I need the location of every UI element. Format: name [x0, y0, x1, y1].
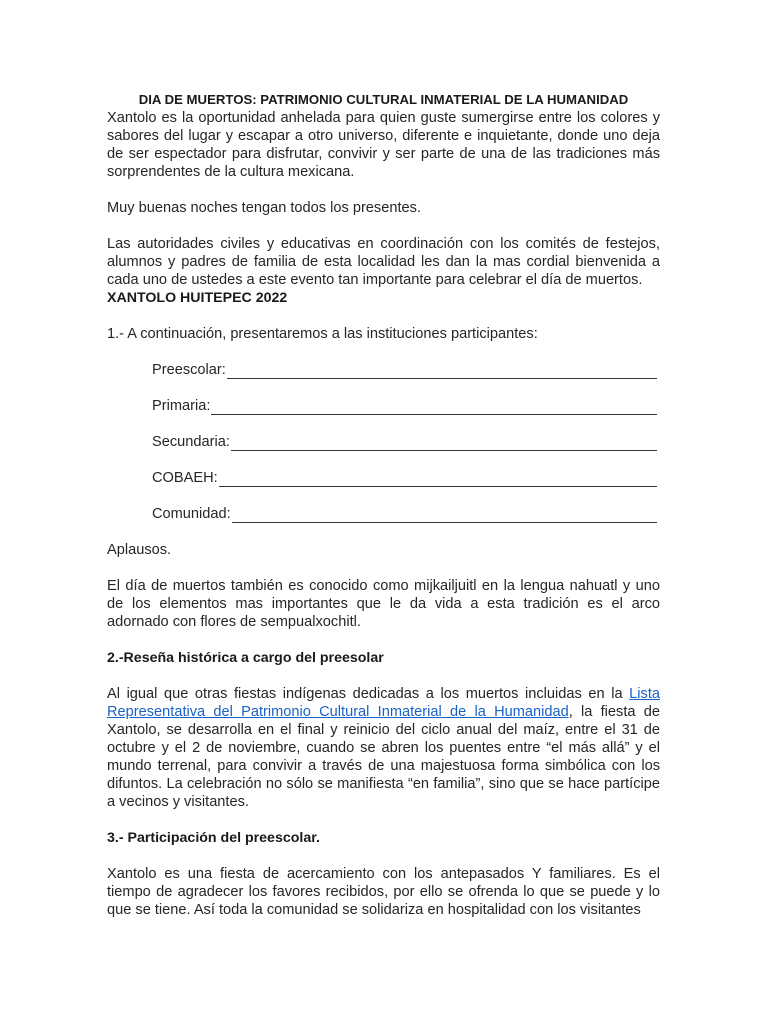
section-3-heading: 3.- Participación del preescolar. — [107, 830, 320, 846]
history-text-before: Al igual que otras fiestas indígenas dedicadas a los muertos incluidas en la — [107, 686, 630, 702]
blank-fill-line[interactable] — [227, 365, 657, 379]
institution-label: Preescolar: — [152, 362, 226, 378]
mijkailjuitl-paragraph: El día de muertos también es conocido como mijkailjuitl en la lengua nahuatl y uno de los elementos mas importantes que le da vida a esta tradición es el arco adornado con flores de sempualxochitl. — [107, 578, 660, 630]
welcome-paragraph: Las autoridades civiles y educativas en coordinación con los comités de festejos, alumnos y padres de familia de esta localidad les dan la mas cordial bienvenida a cada uno de ustedes a este evento tan importante para celebrar el día de muertos. — [107, 236, 660, 288]
history-paragraph — [107, 685, 660, 811]
institution-label: Primaria: — [152, 398, 211, 414]
blank-fill-line[interactable] — [232, 509, 657, 523]
institution-label: COBAEH: — [152, 470, 218, 486]
document-page — [107, 91, 660, 919]
institution-secundaria-line — [152, 433, 657, 451]
institution-label: Comunidad: — [152, 506, 231, 522]
document-title: DIA DE MUERTOS: PATRIMONIO CULTURAL INMATERIAL DE LA HUMANIDAD — [138, 92, 629, 107]
greeting-paragraph: Muy buenas noches tengan todos los presentes. — [107, 200, 421, 216]
applause-paragraph: Aplausos. — [107, 542, 172, 558]
closing-paragraph: Xantolo es una fiesta de acercamiento con los antepasados Y familiares. Es el tiempo de agradecer los favores recibidos, por ello se ofrenda lo que se puede y lo que se tiene. Así toda la comunidad se solidariza en hospitalidad con los visitantes — [107, 866, 660, 918]
institution-preescolar-line — [152, 361, 657, 379]
institution-primaria-line — [152, 397, 657, 415]
institution-comunidad-line — [152, 505, 657, 523]
event-name: XANTOLO HUITEPEC 2022 — [107, 290, 288, 306]
blank-fill-line[interactable] — [231, 437, 657, 451]
institution-cobaeh-line — [152, 469, 657, 487]
history-text-after: , la fiesta de Xantolo, se desarrolla en el final y reinicio del ciclo anual del maíz, entre el 31 de octubre y el 2 de noviembre, cuando se abren los puentes entre “el más allá” y el mundo terrenal, para convivir a través de una majestuosa forma simbólica con los difuntos. La celebración no sólo se manifiesta “en familia”, sino que se hace partícipe a vecinos y visitantes. — [107, 704, 660, 810]
intro-paragraph: Xantolo es la oportunidad anhelada para quien guste sumergirse entre los colores y sabores del lugar y escapar a otro universo, diferente e inquietante, donde uno deja de ser espectador para disfrutar, convivir y ser parte de una de las tradiciones más sorprendentes de la cultura mexicana. — [107, 110, 660, 180]
blank-fill-line[interactable] — [219, 473, 657, 487]
section-2-heading: 2.-Reseña histórica a cargo del preesolar — [107, 650, 384, 666]
blank-fill-line[interactable] — [211, 401, 657, 415]
unesco-list-link[interactable]: Lista Representativa del Patrimonio Cultural Inmaterial de la Humanidad — [107, 686, 660, 720]
item-1-intro: 1.- A continuación, presentaremos a las instituciones participantes: — [107, 326, 538, 342]
institution-label: Secundaria: — [152, 434, 230, 450]
